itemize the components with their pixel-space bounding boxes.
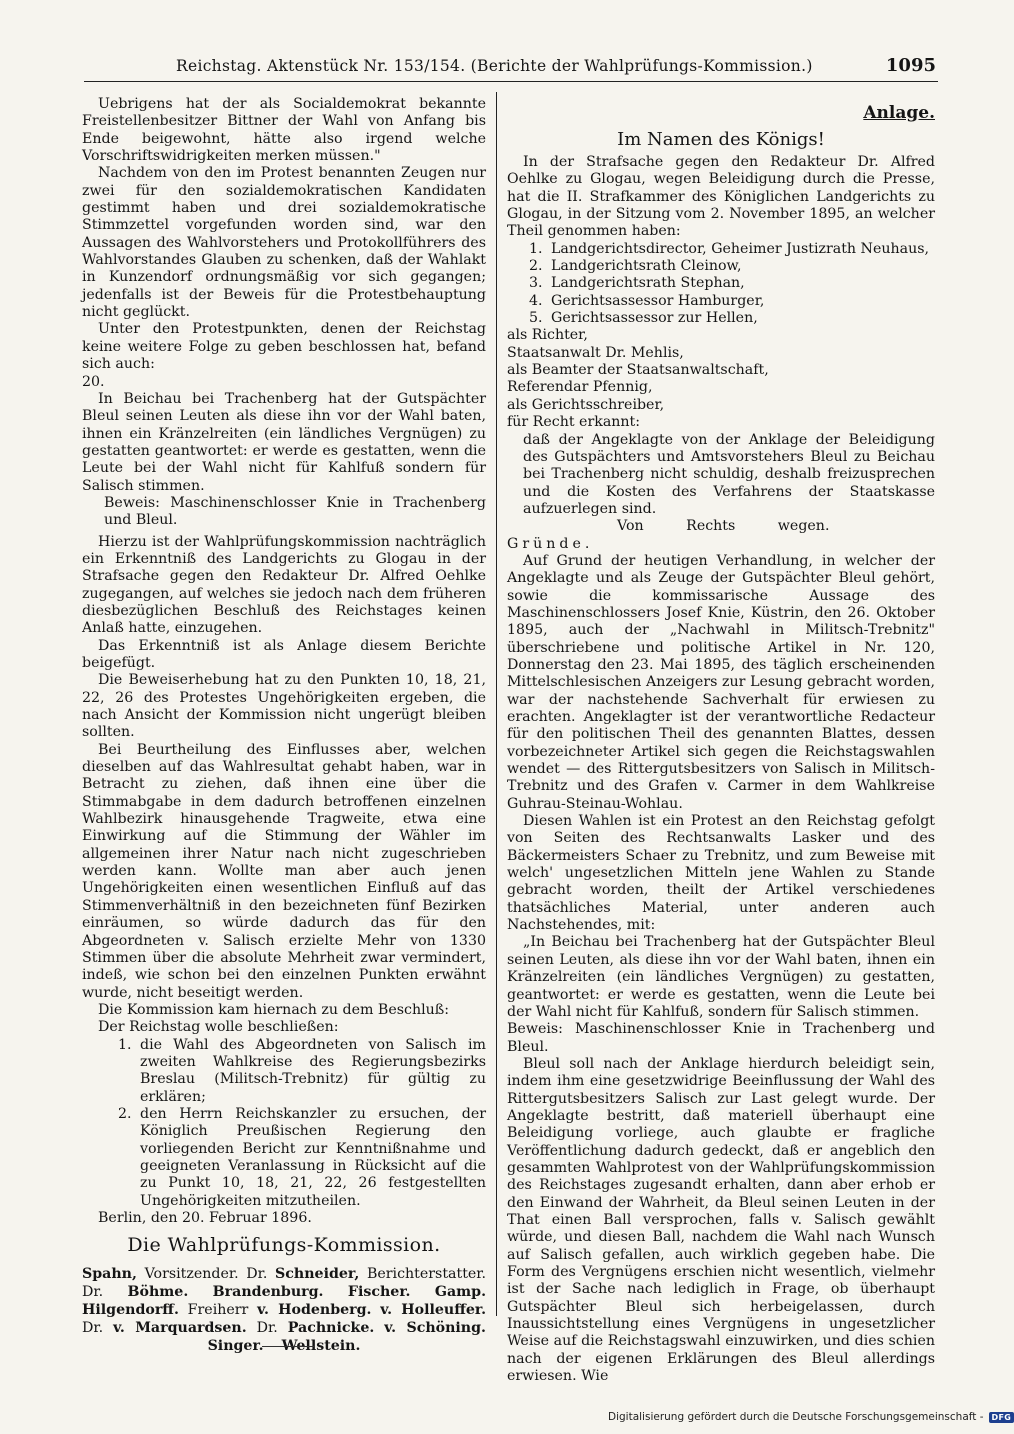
members-line: [82, 1283, 486, 1301]
judge-number: 5.: [529, 310, 543, 327]
verdict-intro: für Recht erkannt:: [507, 414, 641, 431]
judge-item: [507, 310, 935, 327]
paragraph: Die Kommission kam hiernach zu dem Beschluß:: [98, 1001, 450, 1018]
court-role-line: als Gerichtsschreiber,: [507, 396, 665, 413]
protest-point-number: 20.: [82, 373, 105, 390]
member-role: Berichterstatter.: [366, 1266, 487, 1283]
court-role-line: als Richter,: [507, 327, 588, 344]
right-column: [507, 96, 935, 1385]
paragraph: Bleul soll nach der Anklage hierdurch beleidigt sein, indem ihm eine gesetzwidrige Beeinflussung der Wahl des Rittergutsbesitzers Salisch zur Last gelegt wurde. Der Angeklagte bestritt, daß materiell überhaupt eine Beleidigung vorliege, auch glaubte er fragliche Veröffentlichung dadurch gedeckt, daß er angeblich den gesammten Wahlprotest von der Wahlprüfungskommission des Reichstages zugesandt erhalten, dann aber erhob er den Einwand der Wahrheit, da Bleul seinen Leuten in der That einen Ball versprochen, falls v. Salisch gewählt würde, und diesen Ball, nachdem die Wahl nach Wunsch auf Salisch gefallen, auch wirklich gegeben habe. Die Form des Vergnügens erschien nicht wesentlich, vielmehr ist der Sache nach lediglich in Frage, ob überhaupt Gutspächter Bleul sich herbeigelassen, durch Inaussichtstellung eines Vergnügens in ungesetzlicher Weise auf die Reichstagswahl einzuwirken, und dies schien nach der eigenen Erklärungen des Bleul allerdings erwiesen. Wie: [507, 1055, 935, 1385]
commission-title: Die Wahlprüfungs-Kommission.: [127, 1234, 441, 1257]
paragraph: In der Strafsache gegen den Redakteur Dr. Alfred Oehlke zu Glogau, wegen Beleidigung durch die Presse, hat die II. Strafkammer des Königlichen Landgerichts zu Glogau, in der Sitzung vom 2. November 1895, an welcher Theil genommen haben:: [507, 154, 935, 240]
judges-list: [507, 241, 935, 328]
judge-number: 4.: [529, 292, 543, 309]
member-name: Schneider,: [275, 1266, 360, 1283]
member-name: v. Holleuffer.: [380, 1302, 487, 1319]
dfg-logo-icon: DFG: [989, 1412, 1014, 1423]
annex-heading: Anlage.: [863, 103, 935, 123]
decision-item: [82, 1037, 486, 1106]
member-title: Dr.: [246, 1266, 268, 1283]
commission-members: [82, 1265, 486, 1355]
member-name: Pachnicke.: [287, 1320, 375, 1337]
in-name-heading: Im Namen des Königs!: [617, 129, 825, 150]
judge-number: 1.: [529, 240, 543, 257]
member-title: Dr.: [82, 1320, 104, 1337]
page-number: 1095: [885, 55, 936, 76]
member-title: Dr.: [82, 1284, 104, 1301]
paragraph: Die Beweiserhebung hat zu den Punkten 10, 18, 21, 22, 26 des Protestes Ungehörigkeiten ergeben, die nach Ansicht der Kommission nicht ungerügt bleiben sollten.: [82, 672, 486, 741]
header-rule: [84, 81, 938, 82]
running-title: Reichstag. Aktenstück Nr. 153/154. (Berichte der Wahlprüfungs-Kommission.): [176, 57, 813, 75]
members-line: [82, 1319, 486, 1337]
member-title: Dr.: [256, 1320, 278, 1337]
judge-text: Landgerichtsrath Cleinow,: [551, 258, 742, 275]
judge-item: [507, 275, 935, 292]
paragraph: Nachdem von den im Protest benannten Zeugen nur zwei für den sozialdemokratischen Kandidaten gestimmt haben und drei sozialdemokratische Stimmzettel vorgefunden worden sind, war den Aussagen des Wahlvorstehers und Protokollführers des Wahlvorstandes Glauben zu schenken, daß der Wahlakt in Kunzendorf ordnungsmäßig vor sich gegangen; jedenfalls ist der Beweis für die Protestbehauptung nicht geglückt.: [82, 165, 486, 321]
decision-number: 1.: [118, 1036, 132, 1053]
quoted-paragraph: „In Beichau bei Trachenberg hat der Gutspächter Bleul seinen Leuten, als diese ihn vor der Wahl baten, ihnen ein Kränzelreiten (ein ländliches Vergnügen) zu gestatten, geantwortet: er werde es gestatten, wenn die Leute bei der Wahl nicht für Kahlfuß, sondern für Salisch stimmen.: [507, 934, 935, 1020]
member-name: Gamp.: [434, 1284, 487, 1301]
member-name: Singer.: [207, 1338, 264, 1355]
judge-number: 3.: [529, 275, 543, 292]
digitization-footer: [608, 1411, 1014, 1423]
paragraph: Unter den Protestpunkten, denen der Reichstag keine weitere Folge zu geben beschlossen hat, befand sich auch:: [82, 321, 486, 373]
member-name: Wellstein.: [281, 1338, 361, 1355]
member-name: v. Hodenberg.: [257, 1302, 372, 1319]
court-role-line: als Beamter der Staatsanwaltschaft,: [507, 362, 769, 379]
members-line: [82, 1301, 486, 1319]
judge-item: [507, 241, 935, 258]
verdict-closing: Von Rechts wegen.: [617, 518, 830, 535]
decision-item: [82, 1106, 486, 1210]
date-line: Berlin, den 20. Februar 1896.: [98, 1210, 312, 1226]
member-name: v. Marquardsen.: [113, 1320, 247, 1337]
left-column: [82, 96, 486, 1355]
evidence-line: Beweis: Maschinenschlosser Knie in Trachenberg und Bleul.: [104, 494, 486, 529]
member-title: Freiherr: [187, 1302, 249, 1319]
court-role-line: Referendar Pfennig,: [507, 379, 653, 396]
judge-item: [507, 293, 935, 310]
page-header: [0, 0, 1000, 90]
judge-text: Gerichtsassessor zur Hellen,: [551, 310, 758, 327]
member-name: Spahn,: [82, 1266, 137, 1283]
member-name: Böhme.: [127, 1284, 189, 1301]
decision-list: [82, 1037, 486, 1210]
paragraph: Das Erkenntniß ist als Anlage diesem Berichte beigefügt.: [82, 637, 486, 671]
court-role-line: Staatsanwalt Dr. Mehlis,: [507, 344, 684, 361]
verdict-text: daß der Angeklagte von der Anklage der Beleidigung des Gutspächters und Amtsvorstehers Bleul zu Beichau bei Trachenberg nicht schuldig, deshalb freizusprechen und die Kosten des Verfahrens der Staatskasse aufzuerlegen sind.: [523, 431, 935, 517]
decision-text: den Herrn Reichskanzler zu ersuchen, der Königlich Preußischen Regierung den vorliegenden Bericht zur Kenntnißnahme und geeigneten Veranlassung in Rücksicht auf die zu Punkt 10, 18, 21, 22, 26 festgestellten Ungehörigkeiten mitzutheilen.: [140, 1105, 486, 1209]
reasons-heading: Gründe.: [507, 535, 594, 552]
judge-number: 2.: [529, 258, 543, 275]
paragraph: Diesen Wahlen ist ein Protest an den Reichstag gefolgt von Seiten des Rechtsanwalts Lasker und des Bäckermeisters Schaer zu Trebnitz, und zum Beweise mit welch' ungesetzlichen Mitteln jene Wahlen zu Stande gebracht worden, theilt der Artikel verschiedenes thatsächliches Material, unter anderen auch Nachstehendes, mit:: [507, 813, 935, 934]
paragraph: Uebrigens hat der als Socialdemokrat bekannte Freistellenbesitzer Bittner der Wahl von Anfang bis Ende beigewohnt, hätte also irgend welche Vorschriftswidrigkeiten merken müssen.": [82, 96, 486, 165]
judge-text: Landgerichtsdirector, Geheimer Justizrath Neuhaus,: [551, 240, 930, 257]
member-name: Hilgendorff.: [82, 1302, 179, 1319]
members-line: [82, 1265, 486, 1283]
decision-intro: Der Reichstag wolle beschließen:: [98, 1019, 339, 1036]
decision-number: 2.: [118, 1105, 132, 1122]
decision-text: die Wahl des Abgeordneten von Salisch im zweiten Wahlkreise des Regierungsbezirks Breslau (Militsch-Trebnitz) für gültig zu erklären;: [140, 1036, 486, 1105]
paragraph: Bei Beurtheilung des Einflusses aber, welchen dieselben auf das Wahlresultat gehabt haben, war in Betracht zu ziehen, daß ihnen eine über die Stimmabgabe in dem dadurch betroffenen einzelnen Wahlbezirk hinausgehende Tragweite, etwa eine Einwirkung auf die Stimmung der Wähler im allgemeinen ihrer Natur nach nicht zugeschrieben werden kann. Wollte man aber auch jenen Ungehörigkeiten einen wesentlichen Einfluß auf das Stimmenverhältniß in den bezeichneten fünf Bezirken einräumen, so würde dadurch das für den Abgeordneten v. Salisch erzielte Mehr von 1330 Stimmen über die absolute Mehrheit zwar vermindert, indeß, wie schon bei den einzelnen Punkten erwähnt wurde, nicht beseitigt werden.: [82, 741, 486, 1001]
member-role: Vorsitzender.: [144, 1266, 239, 1283]
column-divider: [496, 92, 497, 1316]
judge-text: Landgerichtsrath Stephan,: [551, 275, 745, 292]
member-name: Brandenburg.: [212, 1284, 324, 1301]
footer-text: Digitalisierung gefördert durch die Deutsche Forschungsgemeinschaft -: [608, 1411, 984, 1423]
paragraph: Hierzu ist der Wahlprüfungskommission nachträglich ein Erkenntniß des Landgerichts zu Glogau in der Strafsache gegen den Redakteur Dr. Alfred Oehlke zugegangen, auf welches sie jedoch nach dem früheren diesbezüglichen Beschluß des Reichstages keinen Anlaß hatte, einzugehen.: [82, 533, 486, 637]
end-rule: [262, 1346, 314, 1347]
judge-text: Gerichtsassessor Hamburger,: [551, 292, 765, 309]
paragraph: Auf Grund der heutigen Verhandlung, in welcher der Angeklagte und als Zeuge der Gutspächter Bleul gehört, sowie die kommissarische Aussage des Maschinenschlossers Josef Knie, Küstrin, den 26. Oktober 1895, auch der „Nachwahl in Militsch-Trebnitz" überschriebene und politische Artikel in Nr. 120, Donnerstag den 23. Mai 1895, des täglich erscheinenden Mittelschlesischen Anzeigers zur Lesung gebracht worden, war der nachstehende Sachverhalt für erwiesen zu erachten. Angeklagter ist der verantwortliche Redacteur für den politischen Theil des genannten Blattes, dessen vorbezeichneter Artikel sich gegen die Reichstagswahlen wendet — des Rittergutsbesitzers von Salisch in Militsch-Trebnitz und des Grafen v. Carmer in dem Wahlkreise Guhrau-Steinau-Wohlau.: [507, 552, 935, 812]
member-name: Fischer.: [347, 1284, 411, 1301]
judge-item: [507, 258, 935, 275]
paragraph: In Beichau bei Trachenberg hat der Gutspächter Bleul seinen Leuten als diese ihn vor der Wahl baten, ihnen ein Kränzelreiten (ein ländliches Vergnügen) zu gestatten geantwortet: er werde es gestatten, wenn die Leute bei der Wahl nicht für Kahlfuß sondern für Salisch stimmen.: [82, 390, 486, 494]
evidence-line: Beweis: Maschinenschlosser Knie in Trachenberg und Bleul.: [507, 1021, 935, 1055]
member-name: v. Schöning.: [384, 1320, 486, 1337]
